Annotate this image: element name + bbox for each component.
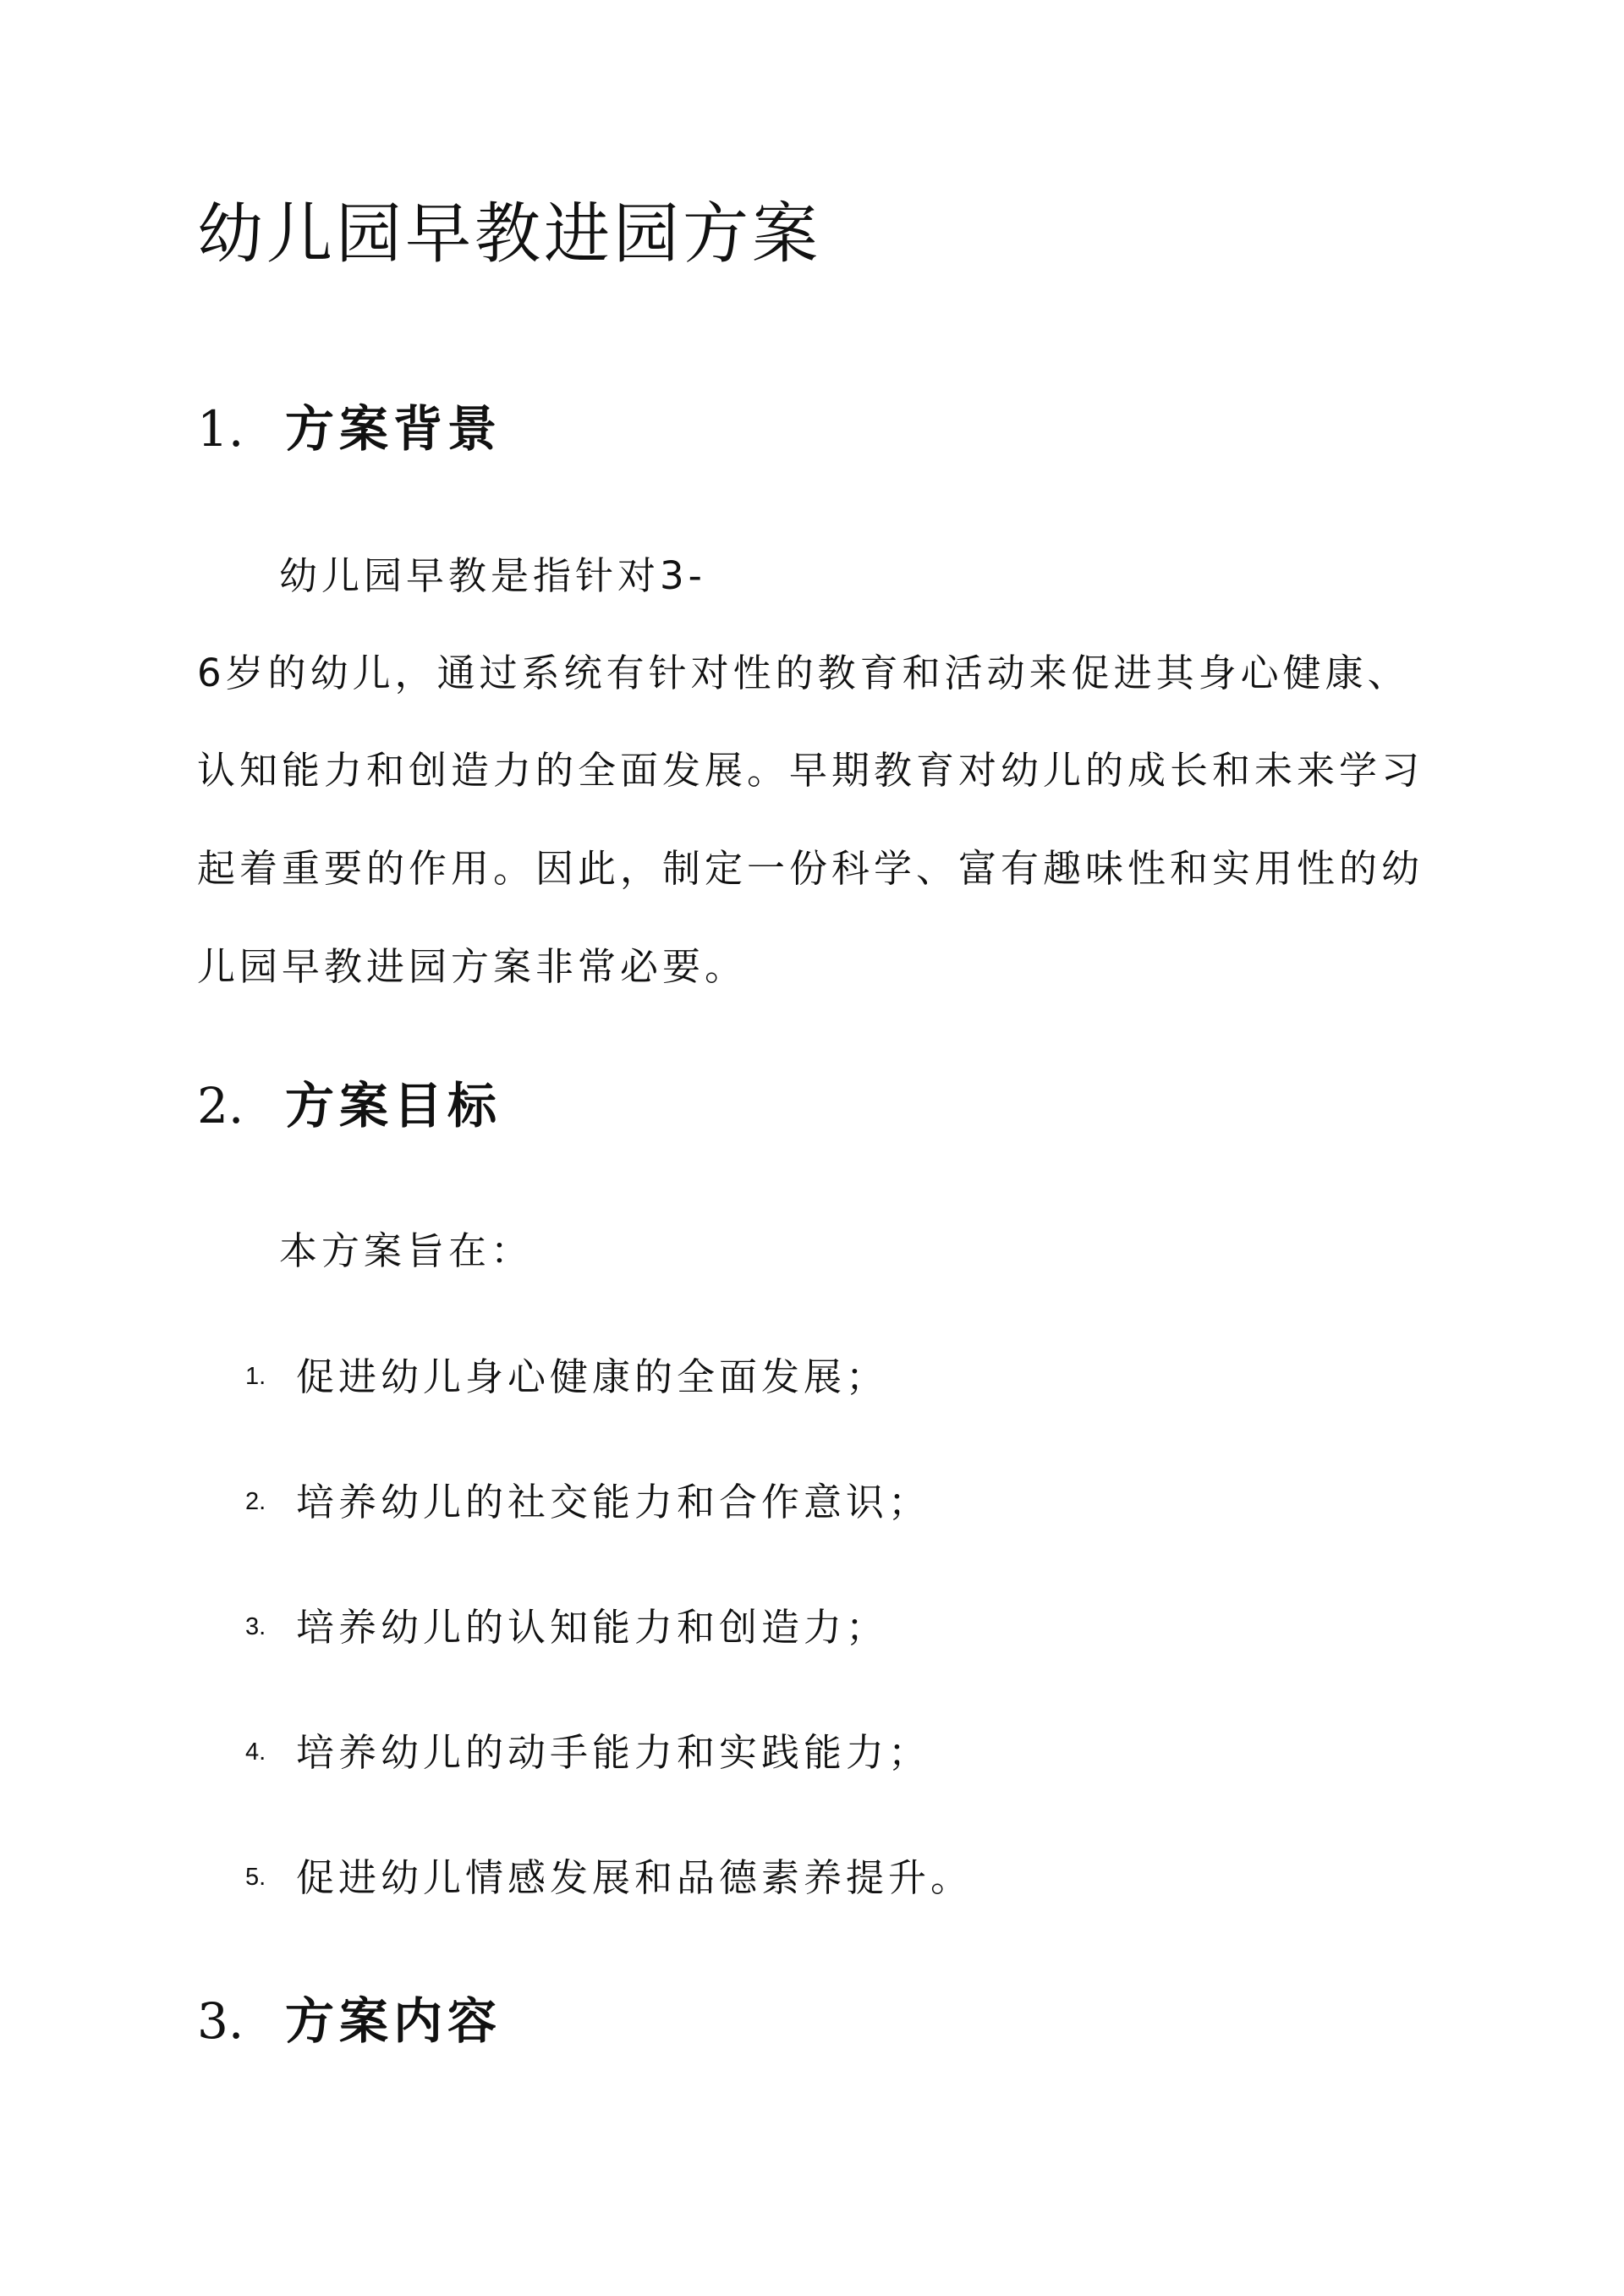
- list-item: [245, 1730, 931, 1775]
- list-item-text: 促进幼儿情感发展和品德素养提升。: [296, 1855, 974, 1900]
- section-heading-goals: [197, 1077, 502, 1134]
- list-item: [245, 1605, 889, 1650]
- paragraph-line: 幼儿园早教是指针对3-: [279, 553, 706, 598]
- section-number: 2.: [197, 1077, 244, 1134]
- paragraph-line: 儿园早教进园方案非常必要。: [197, 944, 748, 989]
- section-title: 方案目标: [285, 1077, 502, 1134]
- list-marker: 3.: [245, 1613, 266, 1640]
- list-marker: 1.: [245, 1363, 266, 1390]
- list-item: [245, 1480, 931, 1524]
- section-title: 方案背景: [285, 400, 502, 458]
- goals-intro: 本方案旨在：: [279, 1228, 534, 1273]
- list-item: [245, 1855, 974, 1900]
- list-item: [245, 1354, 889, 1399]
- list-item-text: 培养幼儿的认知能力和创造力；: [296, 1605, 889, 1650]
- list-item-text: 培养幼儿的动手能力和实践能力；: [296, 1730, 931, 1775]
- document-title: 幼儿园早教进园方案: [197, 196, 822, 272]
- list-marker: 5.: [245, 1864, 266, 1891]
- paragraph-line: 认知能力和创造力的全面发展。早期教育对幼儿的成长和未来学习: [197, 748, 1424, 793]
- list-marker: 4.: [245, 1738, 266, 1766]
- section-number: 1.: [197, 400, 244, 458]
- list-item-text: 培养幼儿的社交能力和合作意识；: [296, 1480, 931, 1524]
- paragraph-line: 6岁的幼儿，通过系统有针对性的教育和活动来促进其身心健康、: [197, 651, 1410, 695]
- paragraph-line: 起着重要的作用。因此，制定一份科学、富有趣味性和实用性的幼: [197, 846, 1424, 891]
- list-marker: 2.: [245, 1488, 266, 1515]
- section-title: 方案内容: [285, 1992, 502, 2050]
- section-heading-background: [197, 400, 502, 458]
- section-number: 3.: [197, 1992, 244, 2050]
- section-heading-content: [197, 1992, 502, 2050]
- list-item-text: 促进幼儿身心健康的全面发展；: [296, 1354, 889, 1399]
